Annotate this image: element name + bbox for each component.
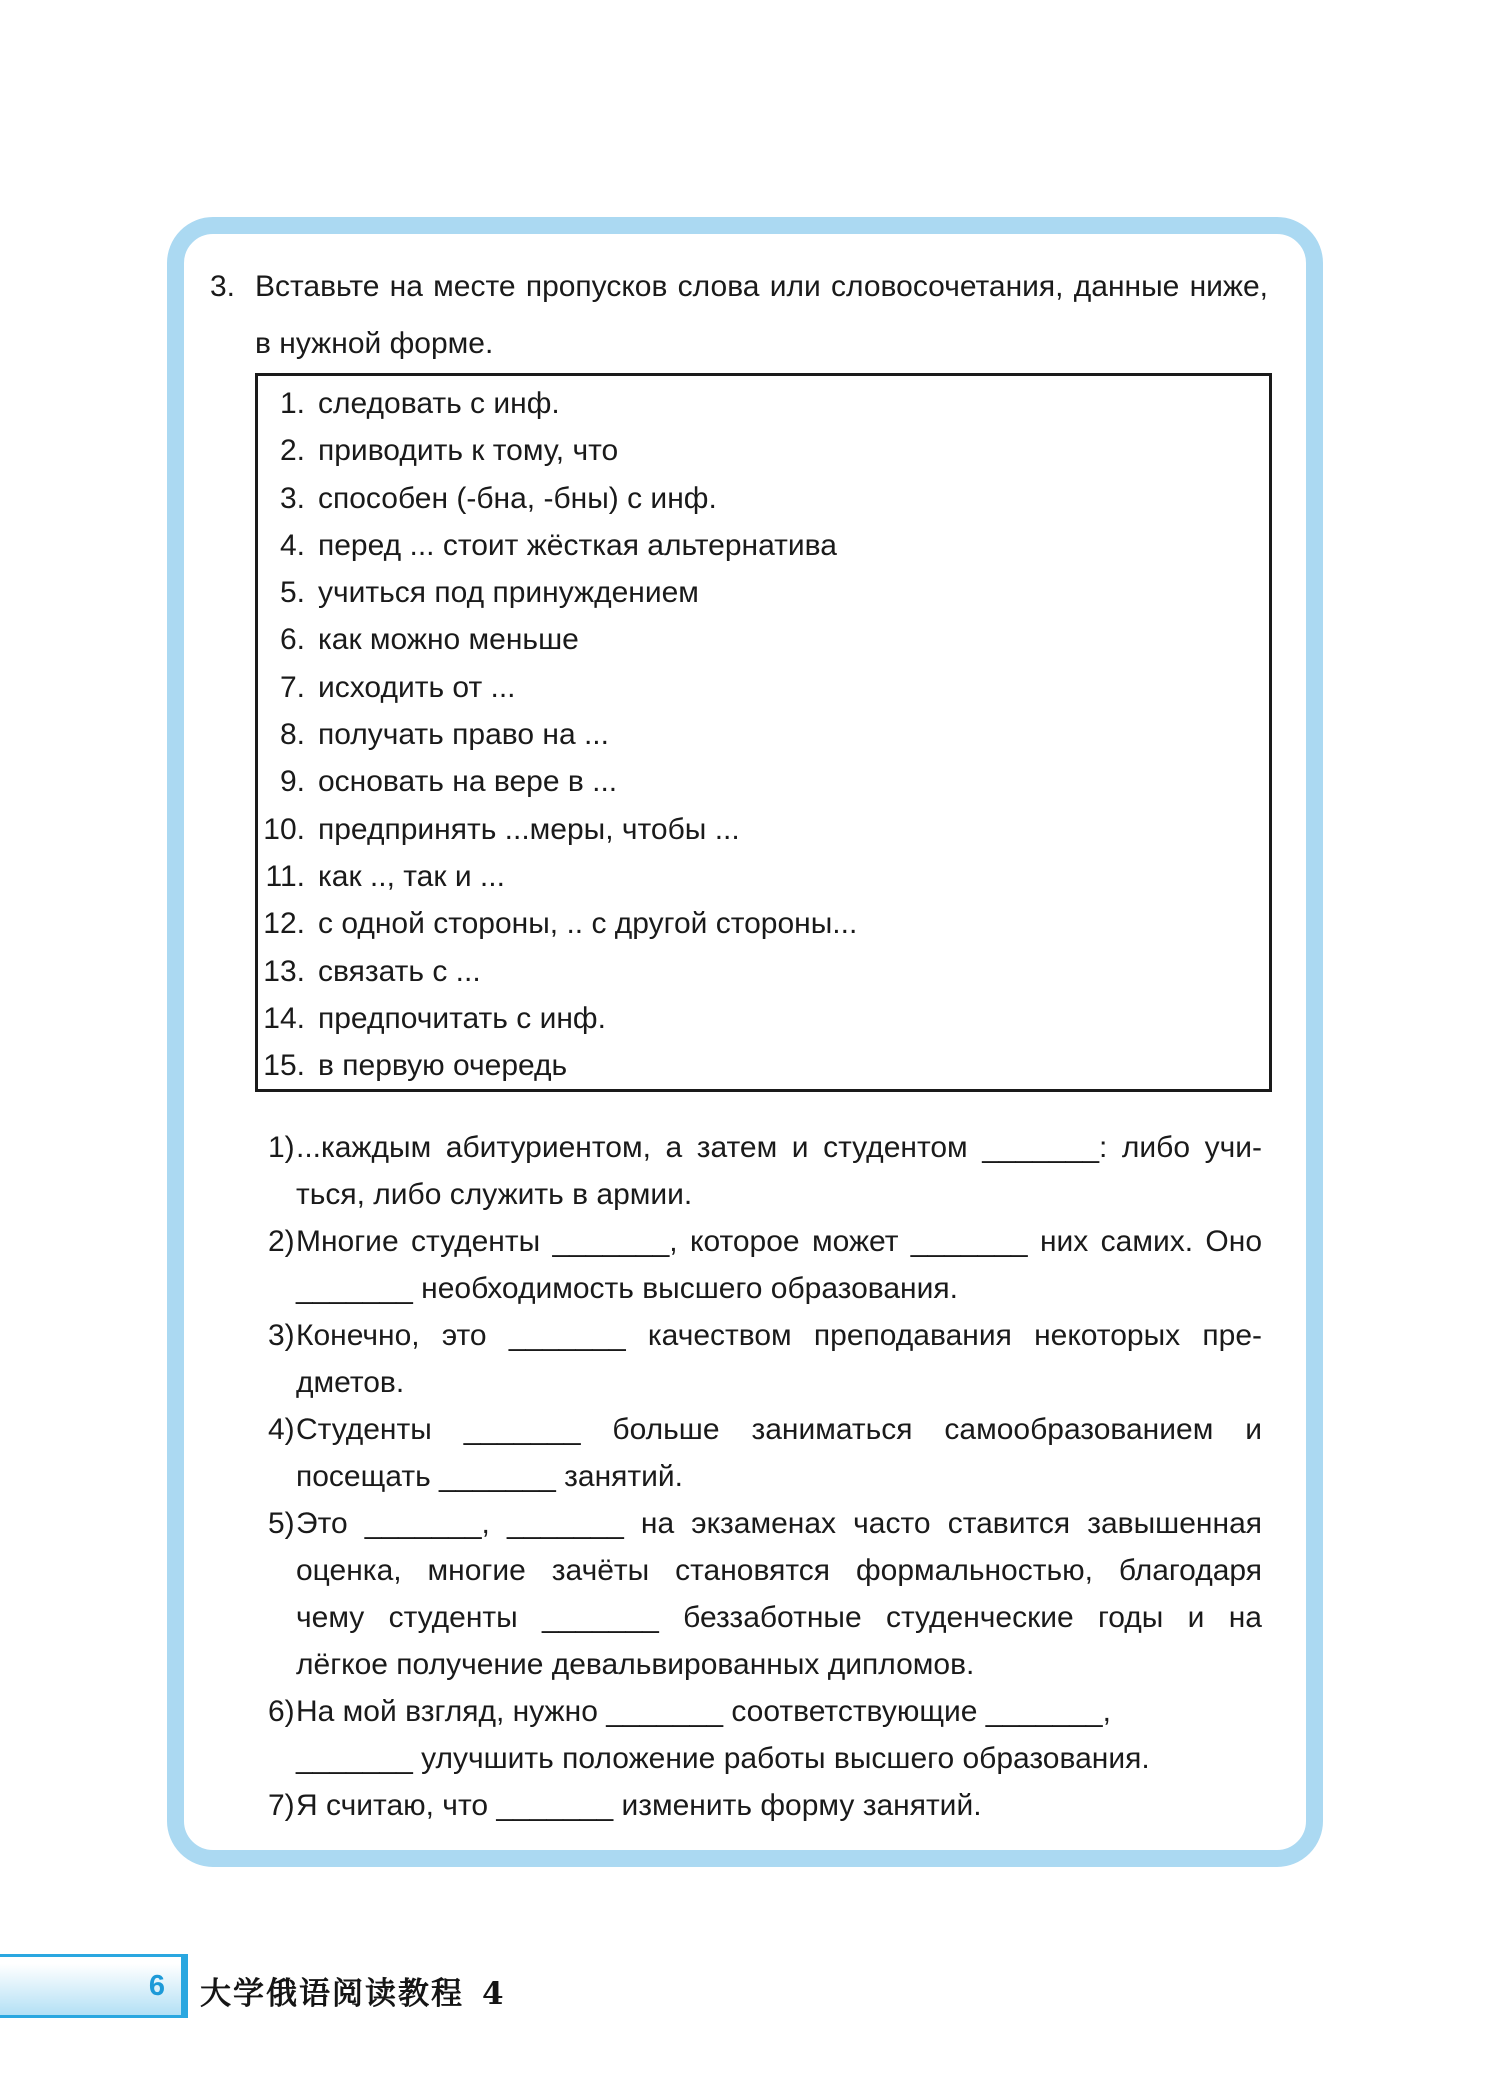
word-bank-item [258,1042,1269,1089]
word-bank-item-text: как можно меньше [318,623,579,657]
word-bank-item-number: 4. [279,528,305,562]
word-bank-item-text: основать на вере в ... [318,765,618,799]
volume-number: 4 [482,1976,504,2012]
fill-in-sentences [268,1124,1262,1829]
sentence-number: 5) [268,1507,295,1540]
exercise-number: 3. [210,270,236,303]
page-number-tab [0,1954,188,2018]
word-bank-item-text: в первую очередь [318,1049,568,1083]
sentence-text [296,1782,1262,1829]
sentence-text [296,1218,1262,1312]
word-bank-item [258,380,1269,427]
sentence-number: 4) [268,1413,295,1446]
text-line: ться, либо служить в армии. [296,1178,693,1211]
word-bank-item [258,853,1269,900]
word-bank-item [258,995,1269,1042]
word-bank-item-number: 3. [279,481,305,515]
text-line: лёгкое получение девальвированных дипломов. [296,1648,975,1681]
fill-in-sentence [268,1406,1262,1500]
word-bank-item [258,900,1269,947]
book-title [200,1968,504,2013]
text-line: Студенты _______ больше заниматься самообразованием и [296,1413,1262,1446]
sentence-number: 3) [268,1319,295,1352]
text-line: ...каждым абитуриентом, а затем и студентом _______: либо учи- [296,1131,1262,1164]
word-bank-item-number: 13. [263,954,305,988]
text-line: На мой взгляд, нужно _______ соответствующие _______, [296,1695,1111,1728]
word-bank-item-text: как .., так и ... [318,859,505,893]
word-bank-box [255,373,1272,1092]
page-number: 6 [148,1969,165,2002]
book-title-text: 大学俄语阅读教程 [200,1976,464,2012]
word-bank-item-text: с одной стороны, .. с другой стороны... [318,907,858,941]
sentence-text [296,1312,1262,1406]
word-bank-item-number: 8. [279,718,305,752]
sentence-number: 7) [268,1789,295,1822]
text-line: оценка, многие зачёты становятся формальностью, благодаря [296,1554,1262,1587]
word-bank-item-number: 10. [263,812,305,846]
word-bank-item [258,427,1269,474]
text-line: _______ необходимость высшего образования. [296,1272,958,1305]
word-bank-item-number: 6. [279,623,305,657]
fill-in-sentence [268,1688,1262,1782]
text-line: Это _______, _______ на экзаменах часто ставится завышенная [296,1507,1262,1540]
text-line: Я считаю, что _______ изменить форму занятий. [296,1789,982,1822]
sentence-text [296,1406,1262,1500]
word-bank-item-text: перед ... стоит жёсткая альтернатива [318,528,837,562]
exercise-instruction-text [255,258,1268,372]
word-bank-item-number: 9. [279,765,305,799]
word-bank-item-text: следовать с инф. [318,387,560,420]
word-bank-item [258,948,1269,995]
content-panel [167,217,1323,1867]
word-bank-item [258,475,1269,522]
text-line: посещать _______ занятий. [296,1460,683,1493]
sentence-number: 1) [268,1131,295,1164]
word-bank-item-number: 11. [265,859,305,893]
text-line: чему студенты _______ беззаботные студенческие годы и на [296,1601,1262,1634]
fill-in-sentence [268,1782,1262,1829]
word-bank-item-text: способен (-бна, -бны) с инф. [318,481,717,515]
text-line: дметов. [296,1366,405,1399]
fill-in-sentence [268,1312,1262,1406]
text-line: Вставьте на месте пропусков слова или словосочетания, данные ниже, [255,270,1268,303]
text-line: Конечно, это _______ качеством преподавания некоторых пре- [296,1319,1262,1352]
word-bank-item-number: 7. [279,670,305,704]
text-line: _______ улучшить положение работы высшего образования. [296,1742,1150,1775]
sentence-number: 2) [268,1225,295,1258]
word-bank-item-text: получать право на ... [318,718,609,752]
sentence-text [296,1500,1262,1688]
word-bank-item-number: 5. [279,576,305,610]
word-bank-item [258,806,1269,853]
word-bank-item [258,616,1269,663]
word-bank-item-number: 15. [263,1049,305,1083]
word-bank-item-number: 12. [263,907,305,941]
fill-in-sentence [268,1500,1262,1688]
sentence-text [296,1124,1262,1218]
word-bank-item-text: учиться под принуждением [318,576,699,610]
word-bank-item-text: приводить к тому, что [318,434,619,468]
fill-in-sentence [268,1124,1262,1218]
text-line: Многие студенты _______, которое может _______ них самих. Оно [296,1225,1262,1258]
word-bank-item [258,522,1269,569]
word-bank-item-number: 1. [279,387,305,420]
word-bank-item-number: 2. [279,434,305,468]
word-bank-item-number: 14. [263,1001,305,1035]
fill-in-sentence [268,1218,1262,1312]
word-bank-item [258,664,1269,711]
word-bank-item-text: исходить от ... [318,670,516,704]
word-bank-item-text: предпочитать с инф. [318,1001,606,1035]
exercise-instruction [210,258,1268,372]
word-bank-item-text: предпринять ...меры, чтобы ... [318,812,740,846]
word-bank-item-text: связать с ... [318,954,481,988]
sentence-number: 6) [268,1695,295,1728]
sentence-text [296,1688,1262,1782]
word-bank-item [258,711,1269,758]
word-bank-item [258,569,1269,616]
text-line: в нужной форме. [255,327,494,360]
word-bank-item [258,758,1269,805]
